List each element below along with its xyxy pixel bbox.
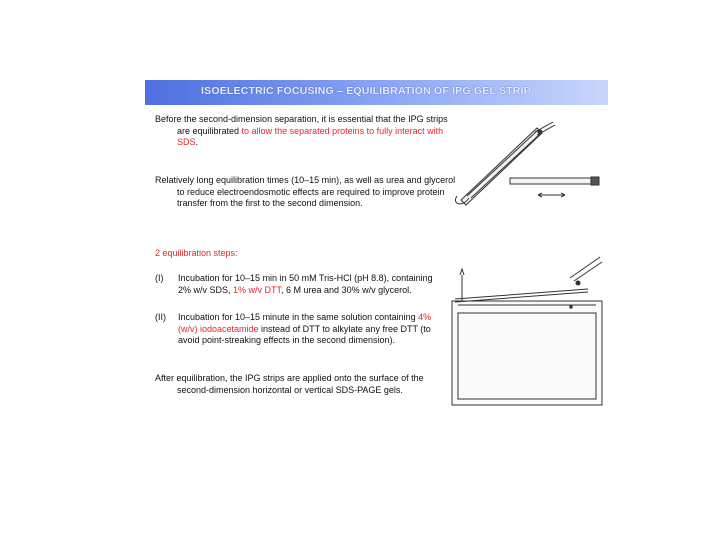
- step-one-number: (I): [155, 273, 164, 283]
- step-one-highlight: 1% w/v DTT: [230, 284, 282, 295]
- paragraph-intro-end: .: [195, 137, 199, 147]
- paragraph-equilibration-text: Relatively long equilibration times (10–15 min), as well as urea and glycerol to reduce electroendosmotic effects are required to improve protein transfer from the first to the second dimension.: [155, 175, 456, 208]
- step-one: [155, 273, 433, 296]
- slide-title: ISOELECTRIC FOCUSING – EQUILIBRATION OF IPG GEL STRIP: [201, 85, 531, 97]
- step-two: [155, 312, 433, 347]
- steps-heading: 2 equilibration steps:: [155, 248, 238, 258]
- step-two-highlight: 4% (w/v) iodoacetamide: [178, 312, 432, 334]
- paragraph-after-equilibration: [155, 373, 457, 396]
- gel-strip-illustration: [505, 175, 605, 205]
- paragraph-intro-highlight: to allow the separated proteins to fully interact with SDS: [177, 125, 444, 147]
- paragraph-after-text: After equilibration, the IPG strips are applied onto the surface of the second-dimension horizontal or vertical SDS-PAGE gels.: [155, 373, 424, 395]
- step-two-text: Incubation for 10–15 minute in the same solution containing: [178, 312, 416, 322]
- title-banner: [145, 80, 608, 105]
- step-two-number: (II): [155, 312, 166, 322]
- slide: [145, 80, 608, 415]
- step-one-end: , 6 M urea and 30% w/v glycerol.: [281, 284, 412, 295]
- step-two-end: instead of DTT to alkylate any free DTT (to avoid point-streaking effects in the second dimension).: [178, 323, 431, 345]
- paragraph-intro-text: Before the second-dimension separation, it is essential that the IPG strips are equilibrated: [155, 114, 448, 136]
- step-one-text: Incubation for 10–15 min in 50 mM Tris-HCl (pH 8.8), containing 2% w/v SDS,: [178, 273, 433, 295]
- sds-page-gel-illustration: [450, 253, 605, 408]
- paragraph-intro: [155, 114, 457, 149]
- paragraph-equilibration-times: [155, 175, 457, 210]
